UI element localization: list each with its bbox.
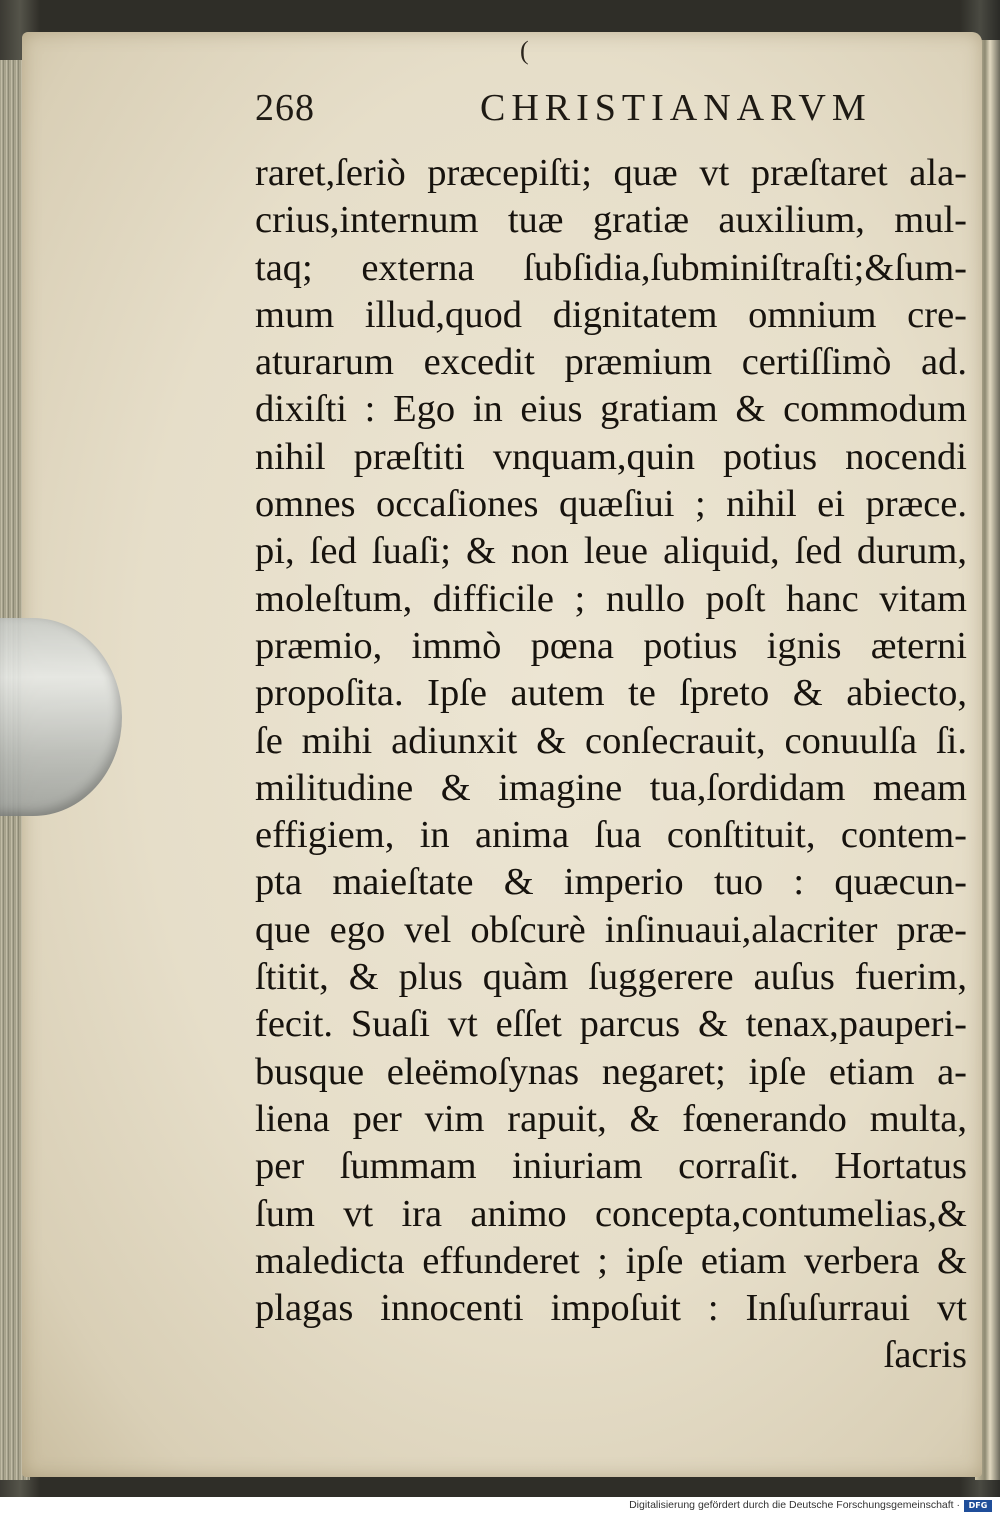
running-head: CHRISTIANARVM (480, 87, 872, 129)
footer-bar (0, 1497, 1000, 1515)
text-line: dixiſti : Ego in eius gratiam & commodum (255, 388, 967, 431)
text-line: liena per vim rapuit, & fœnerando multa, (255, 1097, 967, 1140)
text-line: ſum vt ira animo concepta,contumelias,& (255, 1192, 967, 1235)
text-line: militudine & imagine tua,ſordidam meam (255, 766, 967, 809)
text-line: maledicta effunderet ; ipſe etiam verbera & (255, 1239, 967, 1282)
text-line: fecit. Suaſi vt eſſet parcus & tenax,pauperi- (255, 1003, 967, 1046)
text-line: que ego vel obſcurè inſinuaui,alacriter præ- (255, 908, 967, 951)
text-line: ſtitit, & plus quàm ſuggerere auſus fuerim, (255, 956, 967, 999)
dfg-logo-icon: DFG (964, 1500, 992, 1512)
text-line: pi, ſed ſuaſi; & non leue aliquid, ſed durum, (255, 530, 967, 573)
text-line: omnes occaſiones quæſiui ; nihil ei præce. (255, 483, 967, 526)
text-line: mum illud,quod dignitatem omnium cre- (255, 293, 967, 336)
text-line: effigiem, in anima ſua conſtituit, contem- (255, 814, 967, 857)
text-line: raret,ſeriò præcepiſti; quæ vt præſtaret ala- (255, 152, 967, 194)
margin-mark: ( (520, 36, 529, 65)
text-line: propoſita. Ipſe autem te ſpreto & abiecto, (255, 672, 967, 715)
text-line: nihil præſtiti vnquam,quin potius nocendi (255, 435, 967, 478)
text-line: crius,internum tuæ gratiæ auxilium, mul- (255, 199, 967, 242)
page-number: 268 (255, 87, 315, 129)
body-text (255, 150, 967, 1380)
text-line: moleſtum, difficile ; nullo poſt hanc vitam (255, 577, 967, 620)
text-line: per ſummam iniuriam corraſit. Hortatus (255, 1145, 967, 1188)
text-line: aturarum excedit præmium certiſſimò ad. (255, 341, 967, 384)
catchword: ſacris (883, 1334, 967, 1377)
text-line: busque eleëmoſynas negaret; ipſe etiam a- (255, 1050, 967, 1093)
text-line: taq; externa ſubſidia,ſubminiſtraſti;&ſum- (255, 246, 967, 289)
page-header (255, 86, 955, 136)
text-line: plagas innocenti impoſuit : Inſuſurraui vt (255, 1287, 967, 1330)
text-line: pta maieſtate & imperio tuo : quæcun- (255, 861, 967, 904)
text-line: præmio, immò pœna potius ignis æterni (255, 624, 967, 667)
footer-credit: Digitalisierung gefördert durch die Deutsche Forschungsgemeinschaft · (629, 1499, 960, 1511)
text-line: ſe mihi adiunxit & conſecrauit, conuulſa ſi. (255, 719, 967, 762)
